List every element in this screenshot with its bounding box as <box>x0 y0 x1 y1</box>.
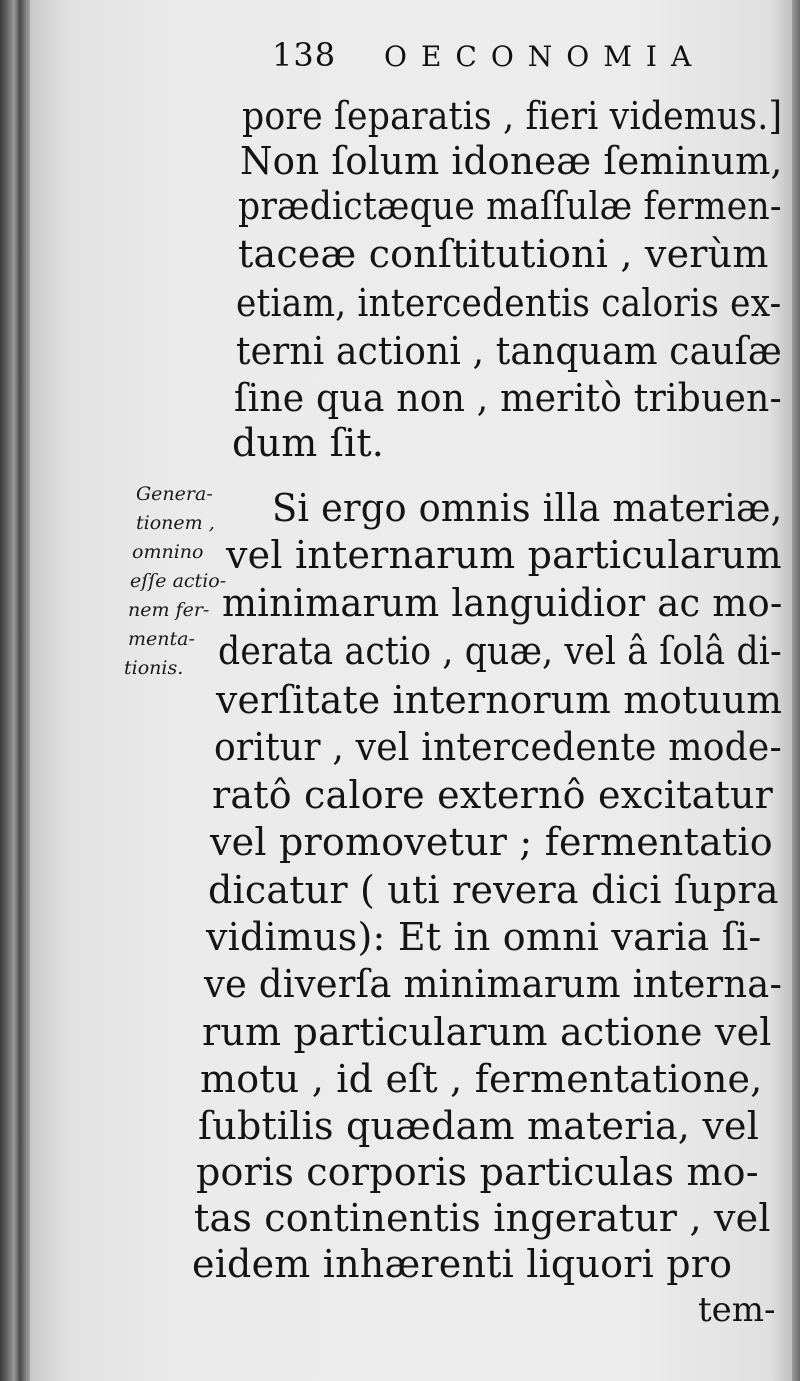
running-title: OECONOMIA <box>384 40 706 73</box>
text-line: derata actio , quæ, vel â ſolâ di- <box>218 629 782 673</box>
text-line: vel promovetur ; fermentatio <box>210 820 773 864</box>
text-line: poris corporis particulas mo- <box>196 1150 759 1194</box>
text-line: Si ergo omnis illa materiæ, <box>272 486 783 530</box>
text-line: prædictæque maſſulæ fermen- <box>238 184 782 228</box>
text-line: vidimus): Et in omni varia ſi- <box>206 915 762 959</box>
book-page <box>30 0 795 1381</box>
text-line: tas continentis ingeratur , vel <box>194 1196 771 1240</box>
page-number: 138 <box>272 36 337 74</box>
text-line: pore ſeparatis , fieri videmus.] <box>242 94 783 138</box>
text-line: Non ſolum idoneæ ſeminum, <box>240 139 783 183</box>
text-line: verſitate internorum motuum <box>216 678 783 722</box>
margin-note-line: omnino <box>132 541 204 563</box>
margin-note-line: Genera- <box>136 483 213 505</box>
margin-note-line: eſſe actio- <box>130 570 227 592</box>
text-line: motu , id eſt , fermentatione, <box>200 1057 763 1101</box>
margin-note-line: nem fer- <box>128 599 210 621</box>
text-line: ſine qua non , meritò tribuen- <box>234 376 782 420</box>
text-line: ſubtilis quædam materia, vel <box>198 1104 760 1148</box>
text-line: terni actioni , tanquam cauſæ <box>236 329 782 373</box>
text-line: dicatur ( uti revera dici ſupra <box>208 868 779 912</box>
margin-note-line: tionis. <box>124 657 184 679</box>
text-line: oritur , vel intercedente mode- <box>214 725 782 769</box>
text-line: taceæ conſtitutioni , verùm <box>238 232 769 276</box>
text-line: ve diverſa minimarum interna- <box>204 962 783 1006</box>
text-line: minimarum languidior ac mo- <box>222 581 783 625</box>
text-line: ratô calore externô excitatur <box>212 773 774 817</box>
page-header <box>272 36 732 86</box>
page-right-edge <box>792 0 800 1381</box>
text-line: dum ſit. <box>232 421 385 465</box>
margin-note-line: tionem , <box>136 512 215 534</box>
margin-note-line: menta- <box>128 628 195 650</box>
text-line: vel internarum particularum <box>226 533 782 577</box>
catchword: tem- <box>698 1290 776 1330</box>
margin-note <box>124 480 248 683</box>
text-line: rum particularum actione vel <box>202 1010 772 1054</box>
book-gutter <box>0 0 34 1381</box>
text-line: etiam, intercedentis caloris ex- <box>236 281 782 325</box>
text-line: eidem inhærenti liquori pro <box>192 1242 733 1286</box>
